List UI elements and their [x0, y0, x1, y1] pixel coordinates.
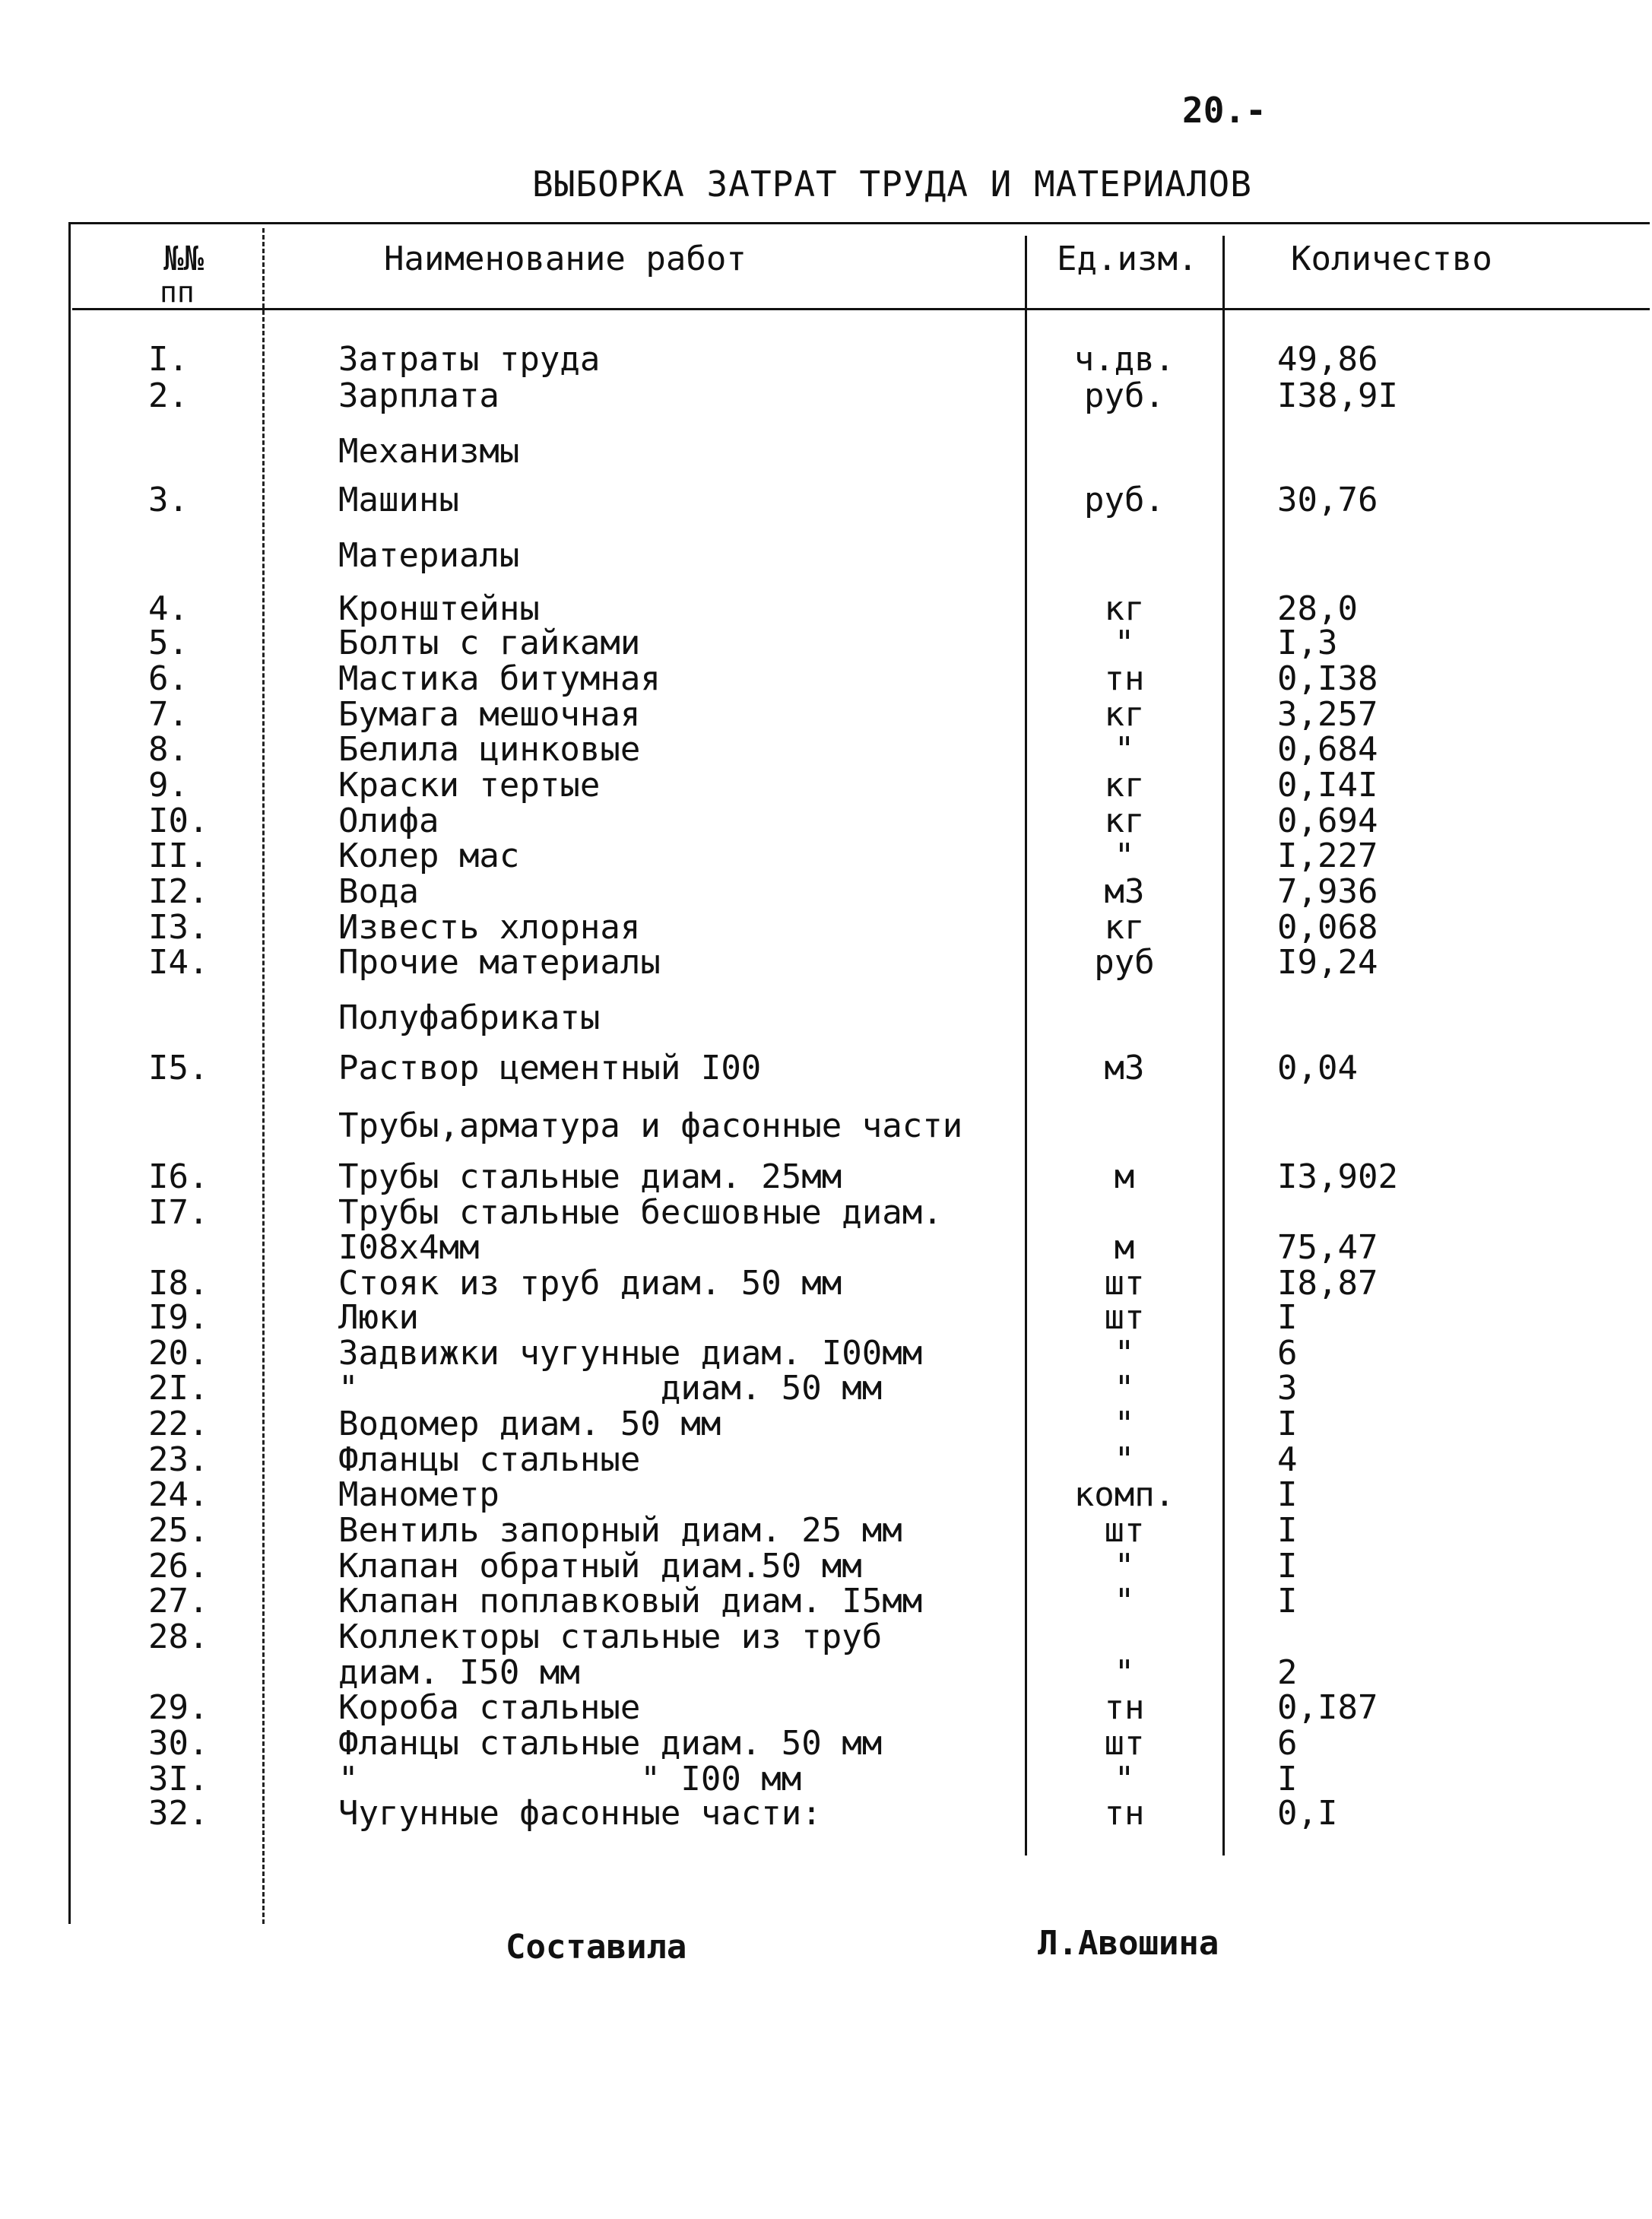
table-left-border: [68, 222, 71, 1924]
row-number: 23.: [148, 1440, 209, 1479]
header-qty: Количество: [1291, 240, 1492, 278]
row-number: 26.: [148, 1547, 209, 1586]
row-qty: I38,9I: [1277, 376, 1398, 415]
row-qty: I: [1277, 1475, 1298, 1514]
row-unit: кг: [1104, 695, 1145, 734]
row-unit: тн: [1104, 659, 1145, 698]
row-unit: шт: [1104, 1724, 1145, 1763]
row-unit: ч.дв.: [1073, 340, 1175, 379]
row-name: Клапан обратный диам.50 мм: [338, 1547, 862, 1586]
row-qty: 7,936: [1277, 872, 1378, 911]
row-name: Манометр: [338, 1475, 499, 1514]
row-qty: I3,902: [1277, 1157, 1398, 1196]
row-qty: 6: [1277, 1724, 1298, 1763]
row-unit: ": [1114, 1760, 1135, 1798]
row-qty: I8,87: [1277, 1264, 1378, 1303]
row-number: 32.: [148, 1794, 209, 1833]
row-qty: I: [1277, 1582, 1298, 1621]
row-name: Короба стальные: [338, 1688, 641, 1727]
row-number: 2.: [148, 376, 189, 415]
row-name: Кронштейны: [338, 589, 540, 628]
row-name: Трубы стальные бесшовные диам.: [338, 1193, 943, 1232]
row-number: I3.: [148, 908, 209, 947]
row-number: 25.: [148, 1511, 209, 1550]
header-name: Наименование работ: [384, 240, 747, 278]
num-column-divider: [262, 228, 265, 1924]
row-qty: 0,068: [1277, 908, 1378, 947]
row-name: Олифа: [338, 802, 439, 840]
row-qty: 49,86: [1277, 340, 1378, 379]
row-number: 7.: [148, 695, 189, 734]
row-name: " " I00 мм: [338, 1760, 802, 1798]
row-unit: м3: [1104, 1049, 1145, 1087]
row-number: 3.: [148, 481, 189, 519]
row-name: Зарплата: [338, 376, 499, 415]
row-unit: ": [1114, 1547, 1135, 1586]
row-number: 2I.: [148, 1369, 209, 1408]
row-unit: комп.: [1073, 1475, 1175, 1514]
row-name: Мастика битумная: [338, 659, 661, 698]
row-qty: I,3: [1277, 624, 1338, 662]
row-name: Машины: [338, 481, 459, 519]
row-number: 4.: [148, 589, 189, 628]
row-unit: кг: [1104, 802, 1145, 840]
row-qty: I: [1277, 1405, 1298, 1443]
row-qty: I9,24: [1277, 943, 1378, 982]
row-unit: руб.: [1084, 481, 1165, 519]
row-name: " диам. 50 мм: [338, 1369, 883, 1408]
row-number: I9.: [148, 1298, 209, 1337]
row-number: I5.: [148, 1049, 209, 1087]
row-qty: I: [1277, 1511, 1298, 1550]
row-name: Белила цинковые: [338, 730, 641, 769]
row-unit: кг: [1104, 589, 1145, 628]
row-unit: руб: [1094, 943, 1155, 982]
row-unit: ": [1114, 1334, 1135, 1373]
row-unit: тн: [1104, 1794, 1145, 1833]
row-qty: 0,I87: [1277, 1688, 1378, 1727]
row-name: Бумага мешочная: [338, 695, 641, 734]
row-number: 22.: [148, 1405, 209, 1443]
section-heading: Полуфабрикаты: [338, 998, 601, 1037]
row-unit: ": [1114, 1369, 1135, 1408]
row-name: Колер мас: [338, 836, 520, 875]
compiled-label: Составила: [506, 1928, 687, 1967]
row-name: Затраты труда: [338, 340, 601, 379]
document-title: ВЫБОРКА ЗАТРАТ ТРУДА И МАТЕРИАЛОВ: [532, 163, 1252, 205]
header-unit: Ед.изм.: [1057, 240, 1198, 278]
row-unit: ": [1114, 1582, 1135, 1621]
row-qty: I: [1277, 1298, 1298, 1337]
row-number: II.: [148, 836, 209, 875]
row-number: 24.: [148, 1475, 209, 1514]
section-heading: Механизмы: [338, 432, 520, 471]
row-name: Вода: [338, 872, 419, 911]
table-header-border: [72, 308, 1650, 310]
row-qty: I: [1277, 1760, 1298, 1798]
row-name: Раствор цементный I00: [338, 1049, 762, 1087]
row-number: I2.: [148, 872, 209, 911]
qty-column-left-border: [1222, 236, 1225, 1856]
row-unit: ": [1114, 1405, 1135, 1443]
row-qty: 6: [1277, 1334, 1298, 1373]
section-heading: Трубы,арматура и фасонные части: [338, 1106, 963, 1145]
row-name: Прочие материалы: [338, 943, 661, 982]
row-unit: шт: [1104, 1264, 1145, 1303]
row-unit: м3: [1104, 872, 1145, 911]
row-unit: ": [1114, 836, 1135, 875]
row-name: Трубы стальные диам. 25мм: [338, 1157, 842, 1196]
row-number: I4.: [148, 943, 209, 982]
row-number: I6.: [148, 1157, 209, 1196]
row-name: Фланцы стальные: [338, 1440, 641, 1479]
row-name: Фланцы стальные диам. 50 мм: [338, 1724, 883, 1763]
row-unit: шт: [1104, 1511, 1145, 1550]
compiler-name: Л.Авошина: [1038, 1924, 1219, 1963]
row-name: Вентиль запорный диам. 25 мм: [338, 1511, 902, 1550]
row-name: Краски тертые: [338, 766, 601, 805]
row-unit: кг: [1104, 766, 1145, 805]
row-name: диам. I50 мм: [338, 1653, 580, 1692]
row-number: I7.: [148, 1193, 209, 1232]
row-number: I0.: [148, 802, 209, 840]
row-number: 29.: [148, 1688, 209, 1727]
row-number: 30.: [148, 1724, 209, 1763]
row-qty: 4: [1277, 1440, 1298, 1479]
row-name: Водомер диам. 50 мм: [338, 1405, 721, 1443]
row-qty: 30,76: [1277, 481, 1378, 519]
row-name: Клапан поплавковый диам. I5мм: [338, 1582, 923, 1621]
header-num: №№: [163, 240, 204, 278]
row-number: 20.: [148, 1334, 209, 1373]
row-qty: 28,0: [1277, 589, 1358, 628]
row-unit: м: [1114, 1157, 1135, 1196]
row-qty: I,227: [1277, 836, 1378, 875]
row-number: 3I.: [148, 1760, 209, 1798]
row-qty: 0,I4I: [1277, 766, 1378, 805]
row-number: I.: [148, 340, 189, 379]
row-unit: руб.: [1084, 376, 1165, 415]
row-name: Чугунные фасонные части:: [338, 1794, 822, 1833]
row-number: I8.: [148, 1264, 209, 1303]
row-qty: 3,257: [1277, 695, 1378, 734]
row-name: Коллекторы стальные из труб: [338, 1617, 883, 1656]
page-number: 20.-: [1182, 90, 1267, 131]
row-qty: 0,I38: [1277, 659, 1378, 698]
row-number: 6.: [148, 659, 189, 698]
row-qty: 0,694: [1277, 802, 1378, 840]
row-number: 5.: [148, 624, 189, 662]
row-qty: 0,04: [1277, 1049, 1358, 1087]
row-name: I08х4мм: [338, 1228, 480, 1267]
row-qty: 75,47: [1277, 1228, 1378, 1267]
row-name: Люки: [338, 1298, 419, 1337]
row-name: Болты с гайками: [338, 624, 641, 662]
header-num-sub: пп: [160, 275, 195, 309]
row-name: Задвижки чугунные диам. I00мм: [338, 1334, 923, 1373]
row-number: 28.: [148, 1617, 209, 1656]
row-name: Стояк из труб диам. 50 мм: [338, 1264, 842, 1303]
row-name: Известь хлорная: [338, 908, 641, 947]
row-qty: 3: [1277, 1369, 1298, 1408]
row-unit: ": [1114, 624, 1135, 662]
row-qty: 0,684: [1277, 730, 1378, 769]
row-unit: ": [1114, 1653, 1135, 1692]
row-qty: I: [1277, 1547, 1298, 1586]
row-unit: кг: [1104, 908, 1145, 947]
row-number: 27.: [148, 1582, 209, 1621]
row-unit: шт: [1104, 1298, 1145, 1337]
section-heading: Материалы: [338, 536, 520, 575]
row-unit: тн: [1104, 1688, 1145, 1727]
row-unit: м: [1114, 1228, 1135, 1267]
table-top-border: [68, 222, 1650, 224]
row-qty: 2: [1277, 1653, 1298, 1692]
row-number: 9.: [148, 766, 189, 805]
row-qty: 0,I: [1277, 1794, 1338, 1833]
row-unit: ": [1114, 1440, 1135, 1479]
row-unit: ": [1114, 730, 1135, 769]
row-number: 8.: [148, 730, 189, 769]
